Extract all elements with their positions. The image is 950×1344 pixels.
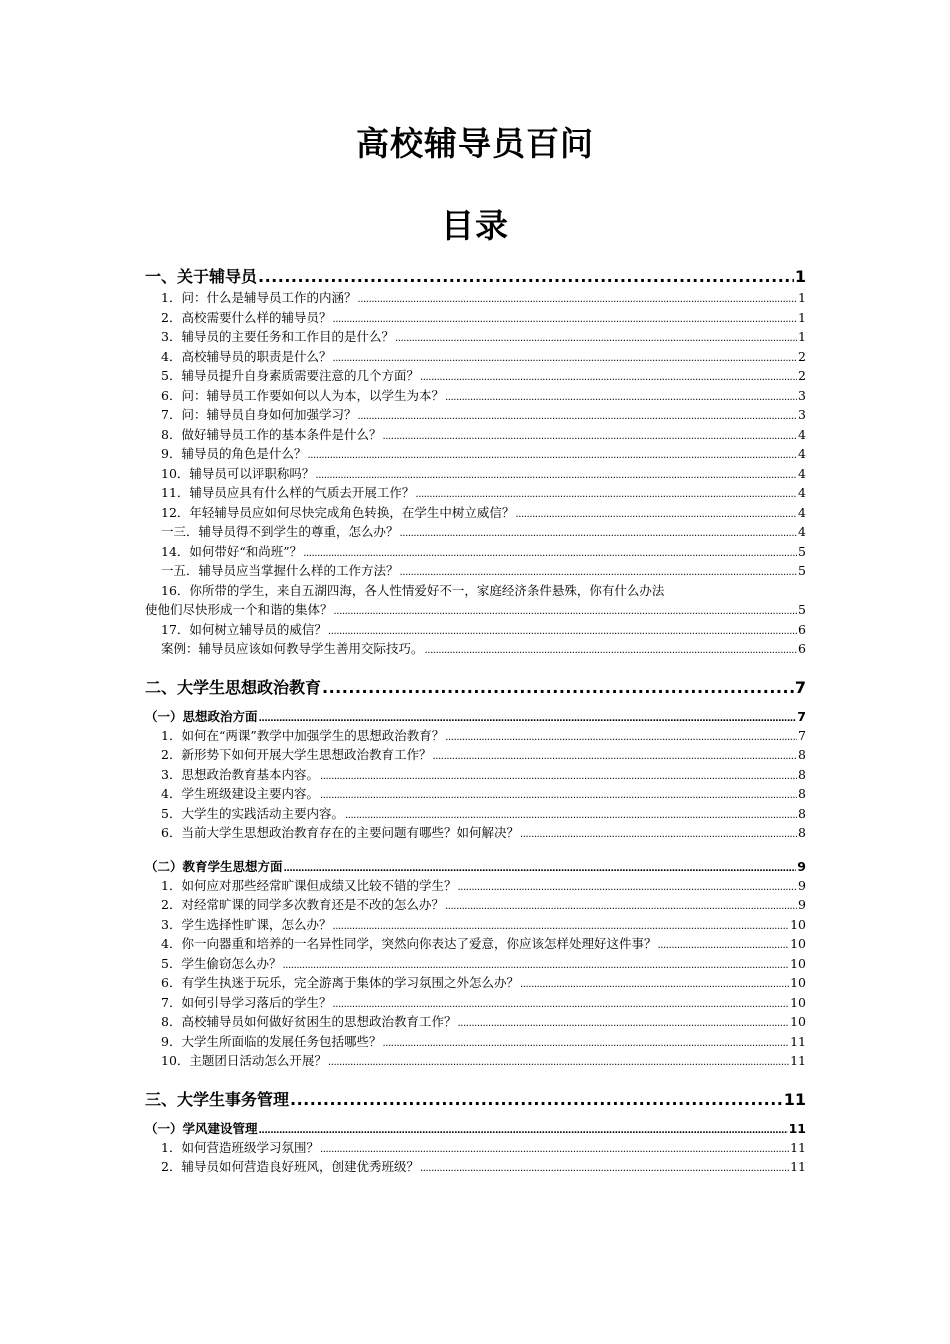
toc-item[interactable]	[145, 823, 806, 843]
dot-leader	[400, 524, 798, 542]
toc-item[interactable]	[145, 386, 806, 406]
toc-page-number: 7	[798, 727, 806, 743]
toc-page-number: 5	[798, 602, 806, 617]
toc-item[interactable]	[145, 308, 806, 328]
toc-item-label: 3．思想政治教育基本内容。	[161, 766, 319, 782]
toc-item[interactable]	[145, 327, 806, 347]
toc-item-label: 1．如何在“两课”教学中加强学生的思想政治教育？	[161, 727, 445, 743]
toc-page-number: 10	[790, 916, 806, 932]
toc-item-label: 1．问：什么是辅导员工作的内涵？	[161, 290, 357, 305]
dot-leader	[420, 1159, 789, 1177]
toc-section-2[interactable]	[145, 677, 806, 699]
toc-section-3[interactable]	[145, 1089, 806, 1111]
toc-item[interactable]	[145, 581, 806, 601]
toc-item[interactable]	[145, 620, 806, 640]
dot-leader	[357, 290, 797, 308]
toc-page-number: 3	[798, 387, 806, 403]
toc-heading: 目录	[441, 206, 509, 245]
toc-item-label: 17．如何树立辅导员的威信？	[161, 621, 327, 637]
toc-item-label: 5．学生偷窃怎么办？	[161, 955, 282, 971]
dot-leader	[290, 1089, 783, 1111]
toc-item-label: 10．主题团日活动怎么开展？	[161, 1053, 327, 1068]
dot-leader	[425, 641, 798, 659]
dot-leader	[520, 825, 797, 843]
toc-item[interactable]	[145, 366, 806, 386]
toc-item[interactable]	[145, 1032, 806, 1052]
toc-item-label: 5．辅导员提升自身素质需要注意的几个方面？	[161, 368, 419, 383]
toc-subsection-2a[interactable]	[145, 707, 806, 726]
toc-page-number: 8	[798, 747, 806, 762]
dot-leader	[415, 485, 797, 503]
toc-item-label: 2．新形势下如何开展大学生思想政治教育工作？	[161, 747, 432, 762]
dot-leader	[303, 544, 797, 562]
dot-leader	[334, 602, 798, 620]
toc-page-number: 11	[790, 1033, 806, 1049]
toc-item[interactable]	[145, 1051, 806, 1071]
dot-leader	[328, 1053, 789, 1071]
toc-item[interactable]	[145, 745, 806, 765]
toc-page-number: 8	[798, 786, 806, 801]
toc-page-number: 7	[794, 677, 806, 697]
dot-leader	[332, 917, 789, 935]
dot-leader	[395, 329, 797, 347]
toc-item-label: 7．问：辅导员自身如何加强学习？	[161, 407, 357, 422]
toc-page-number: 5	[798, 543, 806, 559]
toc-item-label: 1．如何应对那些经常旷课但成绩又比较不错的学生？	[161, 877, 457, 893]
toc-item[interactable]	[145, 993, 806, 1013]
toc-page-number: 4	[798, 485, 806, 500]
toc-item-label: 9．辅导员的角色是什么？	[161, 446, 307, 461]
toc-page-number: 6	[798, 621, 806, 637]
dot-leader	[520, 975, 789, 993]
dot-leader	[320, 767, 797, 785]
toc-page-number: 11	[790, 1139, 806, 1155]
toc-page-number: 1	[794, 267, 806, 286]
toc-page-number: 3	[798, 407, 806, 422]
dot-leader	[357, 407, 797, 425]
toc-item[interactable]	[145, 347, 806, 367]
toc-item-label: 一三．辅导员得不到学生的尊重，怎么办？	[161, 524, 399, 539]
dot-leader	[284, 860, 797, 876]
toc-page-number: 11	[790, 1159, 806, 1174]
toc-subsection-label: （一）思想政治方面	[145, 708, 258, 724]
toc-item-label: 5．大学生的实践活动主要内容。	[161, 805, 344, 821]
toc-item[interactable]	[145, 1157, 806, 1177]
dot-leader	[332, 995, 789, 1013]
toc-item-label: 4．学生班级建设主要内容。	[161, 786, 319, 801]
toc-item[interactable]	[145, 954, 806, 974]
toc-page-number: 10	[790, 1014, 806, 1029]
toc-section-label: 一、关于辅导员	[145, 267, 258, 286]
toc-item[interactable]	[145, 542, 806, 562]
toc-item-label: 3．辅导员的主要任务和工作目的是什么？	[161, 329, 394, 344]
dot-leader	[345, 806, 797, 824]
toc-item[interactable]	[145, 784, 806, 804]
toc-item-label: 2．辅导员如何营造良好班风，创建优秀班级？	[161, 1159, 419, 1174]
toc-item[interactable]	[145, 561, 806, 581]
toc-page-number: 5	[798, 563, 806, 578]
dot-leader	[457, 1014, 789, 1032]
toc-page-number: 11	[788, 1120, 806, 1136]
toc-item[interactable]	[145, 444, 806, 464]
toc-item-label: 6．有学生执迷于玩乐，完全游离于集体的学习氛围之外怎么办？	[161, 975, 519, 990]
toc-page-number: 4	[798, 446, 806, 461]
toc-item-label: 14．如何带好“和尚班”？	[161, 543, 303, 559]
toc-item-label: 10．辅导员可以评职称吗？	[161, 465, 315, 481]
toc-item[interactable]	[145, 464, 806, 484]
toc-page-number: 7	[797, 708, 806, 724]
dot-leader	[259, 710, 797, 726]
dot-leader	[332, 310, 797, 328]
toc-item[interactable]	[145, 726, 806, 746]
dot-leader	[457, 878, 797, 896]
toc-subsection-label: （一）学风建设管理	[145, 1120, 258, 1136]
toc-page-number: 9	[798, 877, 806, 893]
toc-page-number: 1	[798, 329, 806, 344]
toc-item[interactable]	[145, 522, 806, 542]
dot-leader	[258, 266, 794, 288]
toc-item-label: 11．辅导员应具有什么样的气质去开展工作？	[161, 485, 415, 500]
toc-item-label: 8．做好辅导员工作的基本条件是什么？	[161, 426, 382, 442]
toc-item-label: 3．学生选择性旷课，怎么办？	[161, 916, 332, 932]
dot-leader	[315, 466, 797, 484]
toc-item[interactable]	[145, 639, 806, 659]
toc-page-number: 11	[790, 1053, 806, 1068]
toc-subsection-label: （二）教育学生思想方面	[145, 858, 283, 874]
toc-item[interactable]	[145, 1138, 806, 1158]
dot-leader	[445, 388, 797, 406]
toc-page-number: 10	[790, 936, 806, 951]
dot-leader	[259, 1122, 788, 1138]
toc-item-label: 2．高校需要什么样的辅导员？	[161, 309, 332, 325]
toc-item[interactable]	[145, 503, 806, 523]
dot-leader	[432, 747, 797, 765]
toc-page-number: 4	[798, 465, 806, 481]
dot-leader	[322, 677, 794, 699]
dot-leader	[328, 622, 797, 640]
dot-leader	[382, 1034, 789, 1052]
toc-item[interactable]	[145, 895, 806, 915]
toc-page-number: 11	[783, 1089, 806, 1109]
dot-leader	[332, 349, 797, 367]
dot-leader	[320, 786, 797, 804]
toc-page-number: 1	[798, 309, 806, 325]
toc-item-label: 8．高校辅导员如何做好贫困生的思想政治教育工作？	[161, 1014, 457, 1029]
toc-page-number: 2	[798, 368, 806, 383]
toc-item-label: 4．你一向器重和培养的一名异性同学，突然向你表达了爱意，你应该怎样处理好这件事？	[161, 936, 657, 951]
dot-leader	[515, 505, 797, 523]
dot-leader	[400, 563, 798, 581]
dot-leader	[320, 1140, 789, 1158]
toc-page-number: 8	[798, 825, 806, 840]
toc-subsection-3a[interactable]	[145, 1119, 806, 1138]
dot-leader	[282, 956, 789, 974]
toc-item[interactable]	[145, 288, 806, 308]
toc-subsection-2b[interactable]	[145, 857, 806, 876]
toc-item[interactable]	[145, 973, 806, 993]
toc-section-1[interactable]	[145, 266, 806, 288]
toc-page-number: 8	[798, 766, 806, 782]
toc-item[interactable]	[145, 1012, 806, 1032]
toc-page-number: 4	[798, 426, 806, 442]
toc-item-continued[interactable]	[145, 600, 806, 620]
toc-item-label: 使他们尽快形成一个和谐的集体？	[145, 602, 333, 617]
toc-item-label: 16．你所带的学生，来自五湖四海，各人性情爱好不一，家庭经济条件悬殊，你有什么办法	[161, 582, 665, 598]
toc-item[interactable]	[145, 425, 806, 445]
toc-item[interactable]	[145, 915, 806, 935]
toc-item-label: 12．年轻辅导员应如何尽快完成角色转换，在学生中树立威信？	[161, 504, 515, 520]
document-title: 高校辅导员百问	[356, 124, 594, 163]
toc-item-label: 一五．辅导员应当掌握什么样的工作方法？	[161, 563, 399, 578]
toc-section-label: 二、大学生思想政治教育	[145, 677, 322, 697]
toc-page-number: 4	[798, 524, 806, 539]
toc-item[interactable]	[145, 876, 806, 896]
toc-item-label: 7．如何引导学习落后的学生？	[161, 994, 332, 1010]
dot-leader	[445, 728, 797, 746]
toc-item[interactable]	[145, 934, 806, 954]
toc-item[interactable]	[145, 804, 806, 824]
toc-item-label: 案例：辅导员应该如何教导学生善用交际技巧。	[161, 641, 424, 656]
toc-page-number: 8	[798, 805, 806, 821]
table-of-contents	[145, 266, 806, 1177]
toc-item[interactable]	[145, 765, 806, 785]
toc-page-number: 10	[790, 975, 806, 990]
toc-page-number: 2	[798, 348, 806, 364]
toc-page-number: 4	[798, 504, 806, 520]
toc-item-label: 6．当前大学生思想政治教育存在的主要问题有哪些？如何解决？	[161, 825, 519, 840]
toc-page-number: 9	[797, 858, 806, 874]
toc-item-label: 6．问：辅导员工作要如何以人为本，以学生为本？	[161, 387, 444, 403]
dot-leader	[307, 446, 797, 464]
toc-item-label: 4．高校辅导员的职责是什么？	[161, 348, 332, 364]
toc-item-label: 9．大学生所面临的发展任务包括哪些？	[161, 1033, 382, 1049]
toc-page-number: 10	[790, 955, 806, 971]
toc-page-number: 1	[798, 290, 806, 305]
toc-page-number: 9	[798, 897, 806, 912]
toc-page-number: 6	[798, 641, 806, 656]
toc-item[interactable]	[145, 405, 806, 425]
toc-item-label: 1．如何营造班级学习氛围？	[161, 1139, 319, 1155]
dot-leader	[382, 427, 797, 445]
toc-item[interactable]	[145, 483, 806, 503]
dot-leader	[445, 897, 797, 915]
dot-leader	[657, 936, 789, 954]
toc-page-number: 10	[790, 994, 806, 1010]
toc-item-label: 2．对经常旷课的同学多次教育还是不改的怎么办？	[161, 897, 444, 912]
dot-leader	[420, 368, 797, 386]
toc-section-label: 三、大学生事务管理	[145, 1089, 290, 1109]
